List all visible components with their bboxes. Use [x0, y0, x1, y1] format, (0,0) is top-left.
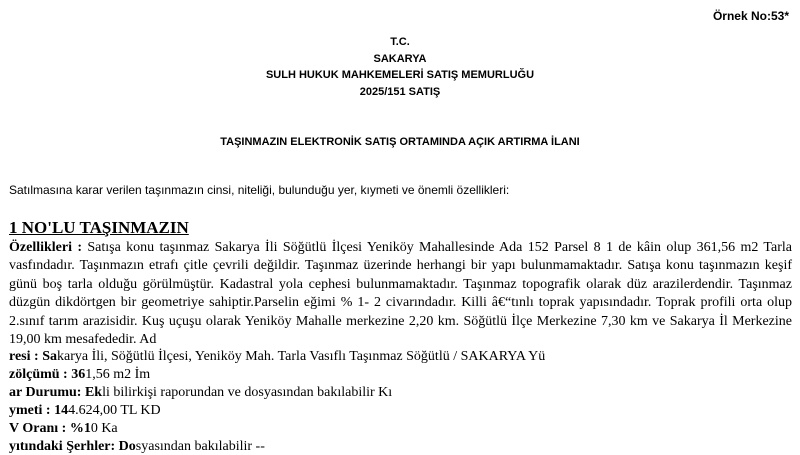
status-label: ar Durumu: — [9, 385, 85, 400]
status-text: li bilirkişi raporundan ve dosyasından bakılabilir Kı — [102, 385, 393, 400]
address-bold: Sa — [42, 349, 57, 364]
intro-text: Satılmasına karar verilen taşınmazın cinsi, niteliği, bulunduğu yer, kıymeti ve önemli özellikleri: — [9, 183, 510, 197]
vat-label: V Oranı : — [9, 421, 70, 436]
header-tc: T.C. — [390, 36, 410, 48]
court-header — [0, 34, 800, 100]
status-bold: Ek — [84, 385, 103, 400]
header-city: SAKARYA — [373, 52, 427, 65]
example-number: Örnek No:53* — [712, 9, 789, 23]
value-text: 4.624,00 TL KD — [68, 403, 161, 418]
address-row — [9, 349, 545, 365]
features-text: Satışa konu taşınmaz Sakarya İli Söğütlü İlçesi Yeniköy Mahallesinde Ada 152 Parsel 8 1 de kâin olup 361,56 m2 Tarla vasfındadır. Taşınmazın etrafı çitle çevrili değildir. Taşınmaz üzerinde herhangi bir yapı bulunmamaktadır. Satışa konu taşınmazın keşif günü boş tarla olduğu görülmüştür. Kadastral yola cephesi bulunmamaktadır. Taşınmaz topografik olarak düz arazilerdendir. Taşınmaz düzgün dikdörtgen bir geometriye sahiptir.Parselin eğimi % 1- 2 civarındadır. Killi â€“tınlı toprak yapısındadır. Toprak profili orta olup 2.sınıf tarım arazisidir. Kuş uçuşu olarak Yeniköy Mahalle merkezine 2,20 km. Söğütlü İlçe Merkezine 7,30 km ve Sakarya İl Merkezine 19,00 km mesafededir. Ad — [9, 240, 792, 348]
header-file-number: 2025/151 SATIŞ — [359, 85, 441, 98]
property-features — [9, 239, 792, 349]
rights-label: yıtındaki Şerhler: — [9, 439, 119, 454]
notice-title: TAŞINMAZIN ELEKTRONİK SATIŞ ORTAMINDA AÇIK ARTIRMA İLANI — [220, 136, 580, 148]
vat-bold: %1 — [69, 421, 91, 436]
area-text: 1,56 m2 İm — [85, 367, 151, 382]
area-bold: 36 — [71, 367, 86, 382]
value-label: ymeti : — [9, 403, 55, 418]
value-row — [9, 403, 161, 419]
rights-bold: Do — [118, 439, 136, 454]
header-office: SULH HUKUK MAHKEMELERİ SATIŞ MEMURLUĞU — [265, 69, 535, 81]
property-heading: 1 NO'LU TAŞINMAZIN — [9, 218, 189, 237]
features-label: Özellikleri : — [9, 240, 82, 255]
area-label: zölçümü : — [9, 367, 72, 382]
rights-text: syasından bakılabilir -- — [135, 439, 265, 454]
status-row — [9, 385, 392, 401]
vat-row — [9, 421, 118, 437]
value-bold: 14 — [54, 403, 69, 418]
address-text: karya İli, Söğütlü İlçesi, Yeniköy Mah. Tarla Vasıflı Taşınmaz Söğütlü / SAKARYA Yü — [56, 349, 546, 364]
address-label: resi : — [9, 349, 43, 364]
rights-row — [9, 439, 265, 455]
area-row — [9, 367, 150, 383]
vat-text: 0 Ka — [90, 421, 118, 436]
